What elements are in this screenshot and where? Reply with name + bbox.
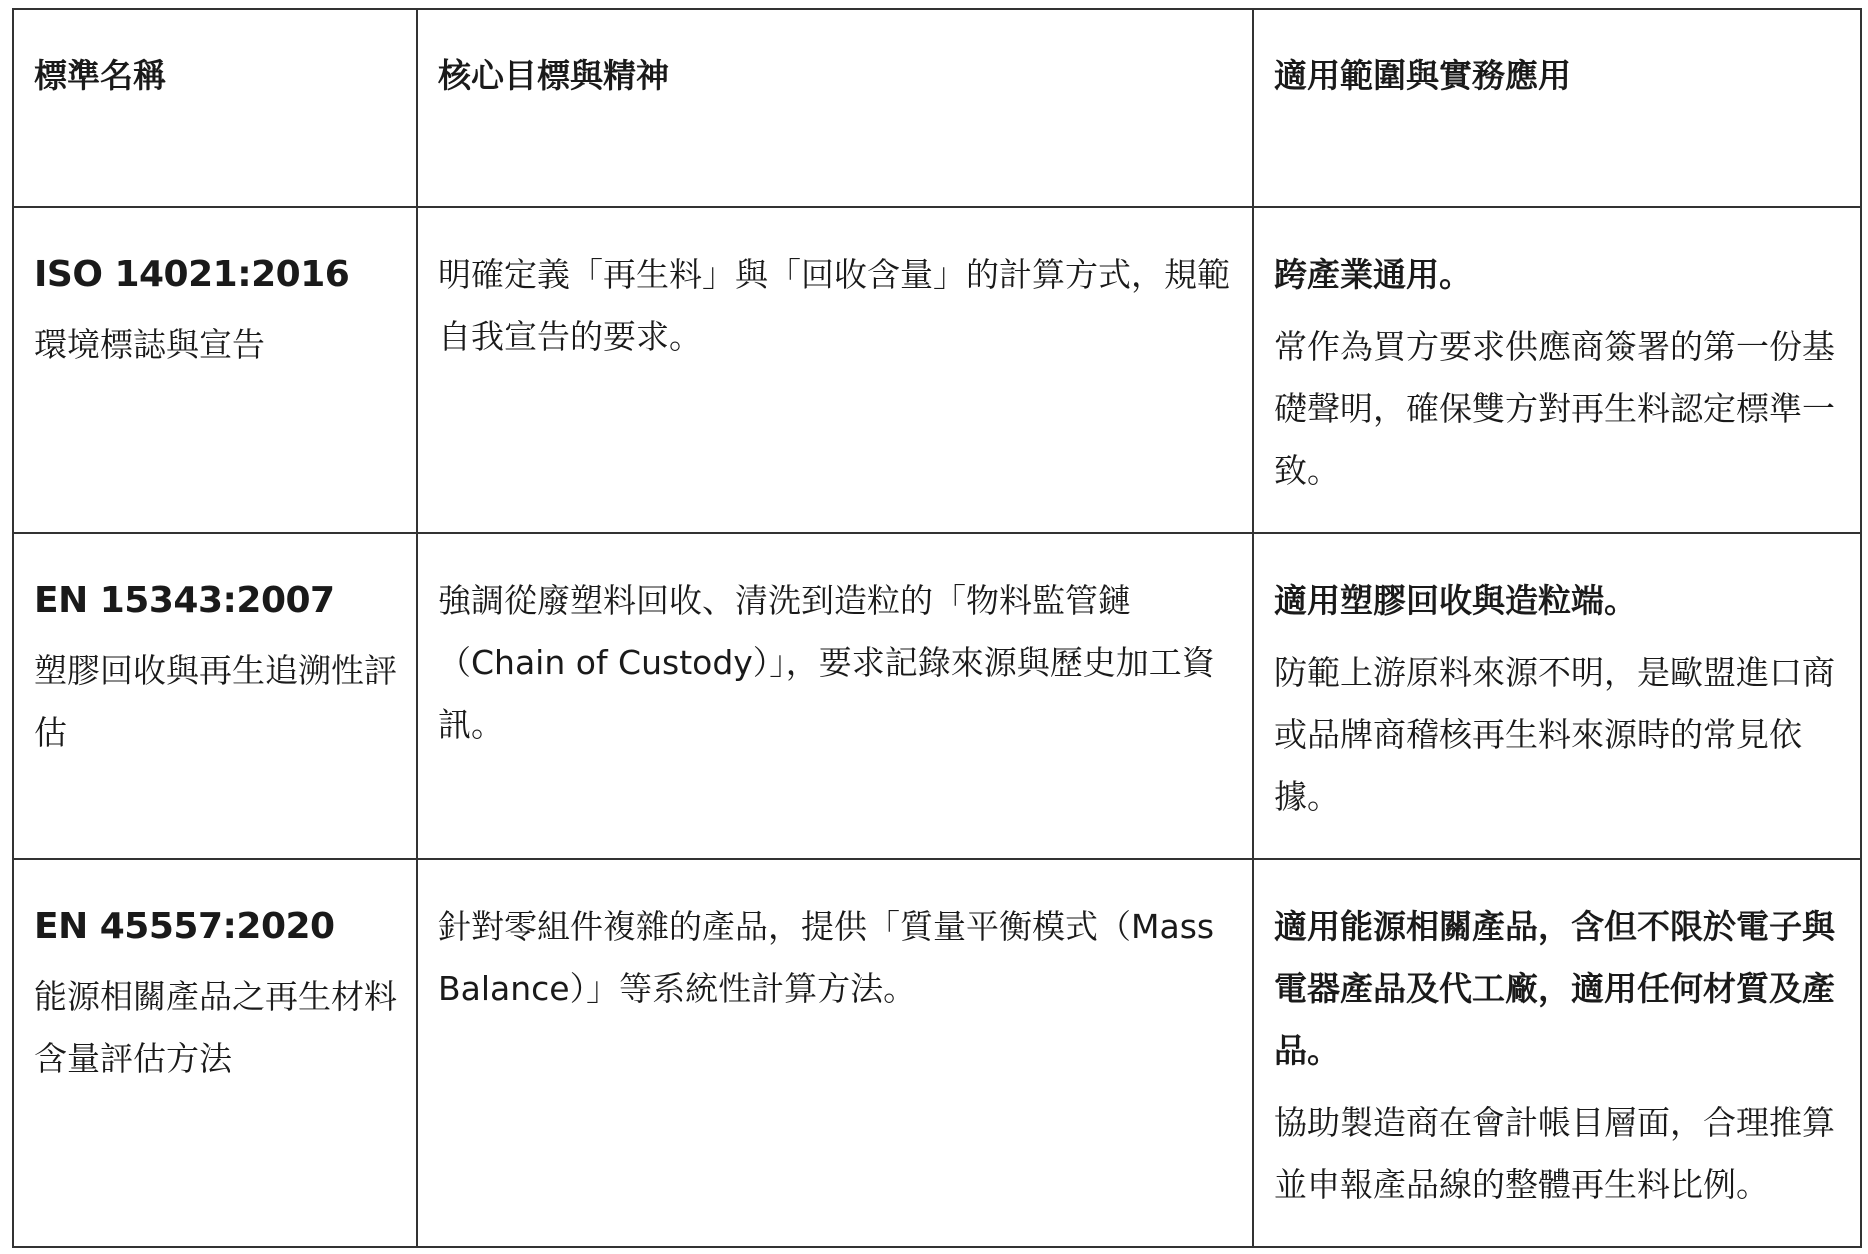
scope-description: 常作為買方要求供應商簽署的第一份基礎聲明，確保雙方對再生料認定標準一致。 [1274,327,1835,490]
scope-highlight: 適用能源相關產品，含但不限於電子與電器產品及代工廠，適用任何材質及產品。 [1274,907,1835,1070]
scope-description: 協助製造商在會計帳目層面，合理推算並申報產品線的整體再生料比例。 [1274,1103,1835,1204]
scope-highlight: 跨產業通用。 [1274,255,1472,294]
goal-cell [417,533,1253,859]
standard-title: 環境標誌與宣告 [34,325,265,364]
header-core-goal: 核心目標與精神 [438,56,669,95]
standard-code: EN 15343:2007 [34,580,335,621]
goal-text: 針對零組件複雜的產品，提供「質量平衡模式（Mass Balance）」等系統性計算方法。 [438,907,1215,1008]
standard-cell [13,207,417,533]
goal-text: 明確定義「再生料」與「回收含量」的計算方式，規範自我宣告的要求。 [438,255,1230,356]
goal-cell [417,859,1253,1247]
standard-title: 能源相關產品之再生材料含量評估方法 [34,977,397,1078]
table-header-row [13,9,1861,207]
header-cell-goal [417,9,1253,207]
table-row [13,533,1861,859]
goal-text: 強調從廢塑料回收、清洗到造粒的「物料監管鏈（Chain of Custody）」，要求記錄來源與歷史加工資訊。 [438,581,1215,744]
standard-cell [13,859,417,1247]
table-row [13,207,1861,533]
scope-highlight: 適用塑膠回收與造粒端。 [1274,581,1637,620]
header-cell-scope [1253,9,1861,207]
standard-title: 塑膠回收與再生追溯性評估 [34,651,397,752]
header-cell-name [13,9,417,207]
standards-table [12,8,1862,1248]
scope-cell [1253,207,1861,533]
standard-code: EN 45557:2020 [34,906,335,947]
scope-cell [1253,533,1861,859]
scope-cell [1253,859,1861,1247]
standard-cell [13,533,417,859]
header-scope: 適用範圍與實務應用 [1274,56,1571,95]
goal-cell [417,207,1253,533]
header-standard-name: 標準名稱 [34,56,166,95]
table-row [13,859,1861,1247]
scope-description: 防範上游原料來源不明，是歐盟進口商或品牌商稽核再生料來源時的常見依據。 [1274,653,1835,816]
standard-code: ISO 14021:2016 [34,254,350,295]
